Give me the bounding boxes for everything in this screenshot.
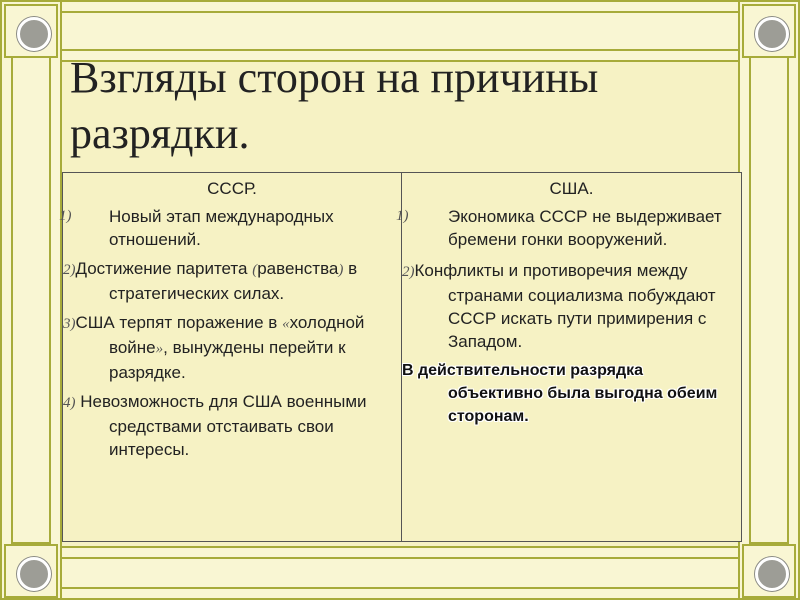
usa-list — [396, 205, 732, 428]
item-number: 1) — [396, 208, 409, 224]
corner-ornament-icon — [742, 4, 796, 58]
item-text: Новый этап международных отношений. — [109, 207, 334, 249]
item-text: холодной войне — [109, 313, 365, 357]
item-text: Невозможность для США военными средствами отстаивать свои интересы. — [75, 392, 367, 459]
list-item — [63, 311, 393, 384]
item-number: 1) — [59, 208, 72, 224]
slide-title: Взгляды сторон на причины разрядки. — [70, 53, 599, 158]
ussr-column — [59, 173, 402, 541]
item-text: Достижение паритета — [75, 259, 253, 278]
frame-bottom — [0, 546, 800, 600]
quote: » — [155, 341, 164, 357]
item-text: равенства — [257, 259, 339, 278]
comparison-table — [59, 172, 742, 542]
list-item — [396, 205, 732, 251]
item-text: Конфликты и противоречия между странами социализма побуждают СССР искать пути примирения с Западом. — [414, 261, 716, 351]
list-item — [59, 205, 393, 251]
usa-header: США. — [549, 179, 594, 198]
item-number: 2) — [63, 262, 76, 278]
frame-right — [738, 0, 800, 600]
corner-ornament-icon — [4, 4, 58, 58]
paren: ) — [338, 262, 344, 278]
corner-ornament-icon — [742, 544, 796, 598]
item-text: в стратегических силах. — [109, 259, 358, 303]
quote: « — [282, 316, 290, 332]
list-item — [63, 390, 393, 461]
ussr-header: СССР. — [207, 179, 257, 198]
usa-column — [396, 173, 741, 541]
ussr-list — [59, 205, 393, 461]
item-number: 3) — [63, 316, 76, 332]
item-text: , вынуждены перейти к разрядке. — [109, 338, 346, 382]
item-text: США терпят поражение в — [75, 313, 283, 332]
corner-ornament-icon — [4, 544, 58, 598]
slide-content — [59, 53, 738, 546]
paren: ( — [252, 262, 258, 278]
item-number: 2) — [402, 264, 415, 280]
list-item — [402, 259, 732, 353]
item-text: Экономика СССР не выдерживает бремени гонки вооружений. — [448, 207, 722, 249]
item-number: 4) — [63, 395, 76, 411]
conclusion-text: В действительности разрядка объективно была выгодна обеим сторонам. — [402, 362, 718, 425]
frame-left — [0, 0, 62, 600]
list-item — [63, 257, 393, 305]
